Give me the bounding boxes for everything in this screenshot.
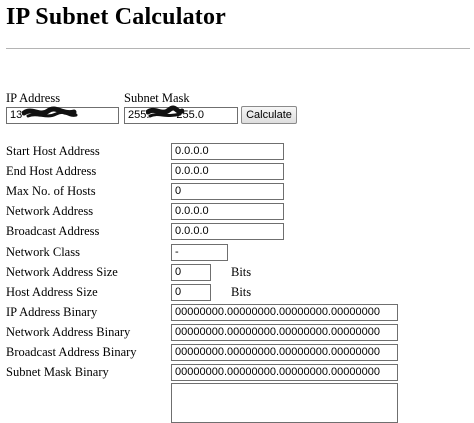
subnet-mask-label: Subnet Mask	[124, 91, 190, 105]
output-textarea[interactable]	[171, 383, 398, 423]
calculate-button[interactable]: Calculate	[241, 106, 297, 124]
result-field[interactable]: 0.0.0.0	[171, 203, 284, 220]
result-label: Start Host Address	[6, 144, 100, 158]
subnet-mask-value-tail: 255.0	[176, 109, 204, 121]
result-field[interactable]: 0.0.0.0	[171, 163, 284, 180]
result-field[interactable]: 00000000.00000000.00000000.00000000	[171, 304, 398, 321]
result-field[interactable]: 00000000.00000000.00000000.00000000	[171, 344, 398, 361]
page-title: IP Subnet Calculator	[6, 4, 227, 30]
result-label: Network Address Binary	[6, 325, 131, 339]
result-label: Network Class	[6, 245, 80, 259]
result-field[interactable]: 0.0.0.0	[171, 223, 284, 240]
result-field[interactable]: 0	[171, 183, 284, 200]
ip-address-label: IP Address	[6, 91, 61, 105]
subnet-mask-value: 255.	[128, 109, 150, 121]
ip-address-value: 13	[10, 109, 23, 121]
subnet-mask-input[interactable]	[124, 107, 238, 124]
result-unit: Bits	[231, 285, 252, 299]
result-field[interactable]: 00000000.00000000.00000000.00000000	[171, 364, 398, 381]
result-field[interactable]: -	[171, 244, 228, 261]
result-field[interactable]: 0.0.0.0	[171, 143, 284, 160]
result-label: Host Address Size	[6, 285, 98, 299]
ip-address-input[interactable]	[6, 107, 119, 124]
result-label: Max No. of Hosts	[6, 184, 96, 198]
result-label: Broadcast Address Binary	[6, 345, 137, 359]
result-unit: Bits	[231, 265, 252, 279]
result-label: Broadcast Address	[6, 224, 100, 238]
title-divider	[6, 48, 470, 49]
result-label: Subnet Mask Binary	[6, 365, 109, 379]
result-field[interactable]: 0	[171, 284, 211, 301]
result-label: End Host Address	[6, 164, 97, 178]
result-field[interactable]: 00000000.00000000.00000000.00000000	[171, 324, 398, 341]
result-field[interactable]: 0	[171, 264, 211, 281]
result-label: Network Address	[6, 204, 94, 218]
result-label: IP Address Binary	[6, 305, 98, 319]
result-label: Network Address Size	[6, 265, 118, 279]
